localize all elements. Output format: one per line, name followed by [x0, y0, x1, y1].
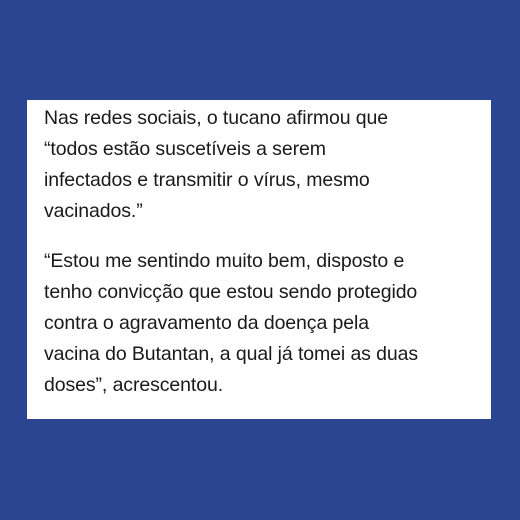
- quote-card: [27, 100, 491, 419]
- quote-paragraph-2: “Estou me sentindo muito bem, disposto e tenho convicção que estou sendo protegido contra o agravamento da doença pela vacina do Butantan, a qual já tomei as duas doses”, acrescentou.: [44, 250, 419, 396]
- quote-paragraph-1: Nas redes sociais, o tucano afirmou que “todos estão suscetíveis a serem infectados e transmitir o vírus, mesmo vacinados.”: [44, 107, 389, 222]
